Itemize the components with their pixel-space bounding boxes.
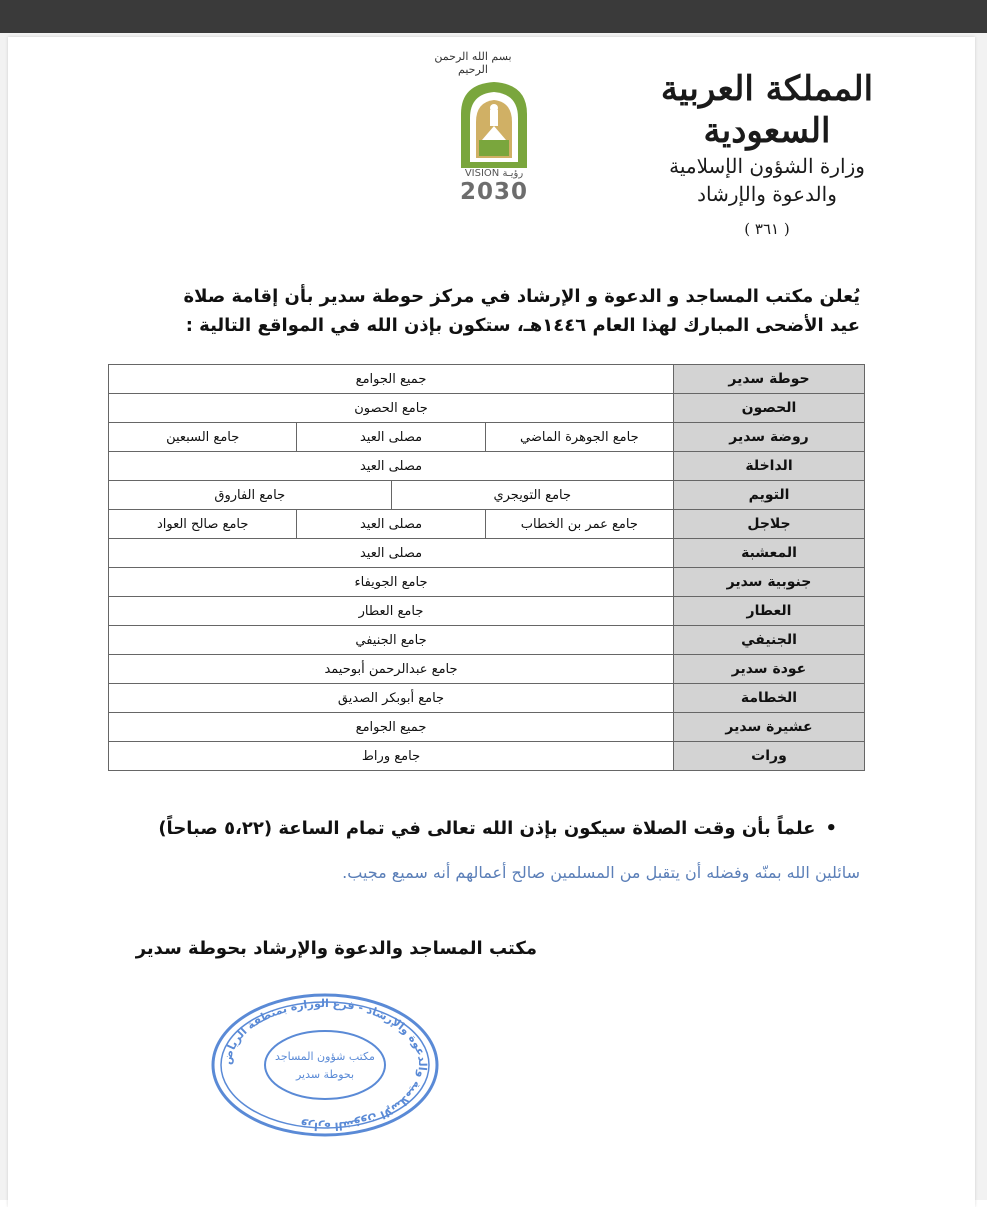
stamp-inner-line2: بحوطة سدير — [295, 1068, 355, 1081]
sites-cell — [109, 568, 674, 597]
sites-cell — [109, 713, 674, 742]
sites-cell — [109, 452, 674, 481]
ministry-logo — [455, 80, 533, 170]
table-row — [109, 568, 865, 597]
vision-2030-badge — [455, 168, 533, 204]
announcement-text: يُعلن مكتب المساجد و الدعوة و الإرشاد في مركز حوطة سدير بأن إقامة صلاة عيد الأضحى المبارك لهذا العام ١٤٤٦هـ، ستكون بإذن الله في المواقع التالية : — [183, 286, 860, 336]
area-name: الخطامة — [674, 684, 865, 713]
official-stamp-icon — [205, 990, 445, 1140]
prayer-site: جامع العطار — [358, 603, 424, 619]
area-name: ورات — [674, 742, 865, 771]
prayer-site: جامع عبدالرحمن أبوحيمد — [324, 661, 458, 677]
area-name: الجنيفي — [674, 626, 865, 655]
sites-cell — [109, 423, 674, 452]
prayer-site: مصلى العيد — [296, 423, 484, 451]
official-stamp — [205, 990, 445, 1140]
sites-cell — [109, 394, 674, 423]
ministry-name: وزارة الشؤون الإسلامية والدعوة والإرشاد — [669, 154, 865, 206]
table-row — [109, 452, 865, 481]
table-row — [109, 626, 865, 655]
table-row — [109, 684, 865, 713]
prayer-site: جامع الجوهرة الماضي — [485, 423, 673, 451]
prayer-site: جامع عمر بن الخطاب — [485, 510, 673, 538]
basmala: بسم الله الرحمن الرحيم — [434, 50, 512, 76]
table-row — [109, 365, 865, 394]
prayer-site: مصلى العيد — [359, 545, 423, 561]
table-row — [109, 423, 865, 452]
area-name: الداخلة — [674, 452, 865, 481]
prayer-site: مصلى العيد — [296, 510, 484, 538]
area-name: عشيرة سدير — [674, 713, 865, 742]
area-name: روضة سدير — [674, 423, 865, 452]
area-name: جلاجل — [674, 510, 865, 539]
area-name: الحصون — [674, 394, 865, 423]
area-name: المعشبة — [674, 539, 865, 568]
bullet: • — [825, 818, 837, 839]
table-row — [109, 742, 865, 771]
stamp-inner-line1: مكتب شؤون المساجد — [275, 1050, 375, 1063]
vision-year: 2030 — [459, 179, 528, 205]
letterhead — [637, 68, 897, 242]
prayer-site: جامع الجويفاء — [354, 574, 428, 590]
locations-table-body — [109, 365, 865, 771]
area-name: العطار — [674, 597, 865, 626]
sites-cell — [109, 742, 674, 771]
sites-cell — [109, 626, 674, 655]
prayer-site: جامع الفاروق — [214, 487, 286, 503]
prayer-site: جميع الجوامع — [355, 719, 427, 735]
table-row — [109, 394, 865, 423]
prayer-site: جامع صالح العواد — [156, 516, 249, 532]
table-row — [109, 655, 865, 684]
sites-cell — [109, 539, 674, 568]
prayer-site: جامع الجنيفي — [355, 632, 427, 648]
sites-cell — [109, 597, 674, 626]
sites-cell — [109, 510, 674, 539]
prayer-site: جامع أبوبكر الصديق — [337, 690, 445, 706]
sites-cell — [109, 655, 674, 684]
table-row — [109, 597, 865, 626]
stamp-outer-text: وزارة الشؤون الإسلامية والدعوة والإرشاد - فرع الوزارة بمنطقة الرياض — [220, 996, 430, 1134]
area-name: حوطة سدير — [674, 365, 865, 394]
signature-office: مكتب المساجد والدعوة والإرشاد بحوطة سدير — [135, 938, 537, 959]
kingdom-name: المملكة العربية السعودية — [660, 69, 874, 151]
locations-table — [108, 364, 865, 771]
top-bar — [0, 0, 987, 33]
area-name: التويم — [674, 481, 865, 510]
prayer-site: جامع الحصون — [354, 400, 428, 416]
reference-number: ( ٣٦١ ) — [744, 220, 790, 238]
table-row — [109, 481, 865, 510]
closing-prayer: سائلين الله بمنّه وفضله أن يتقبل من المسلمين صالح أعمالهم أنه سميع مجيب. — [342, 863, 860, 882]
table-row — [109, 713, 865, 742]
prayer-site: مصلى العيد — [359, 458, 423, 474]
table-row — [109, 539, 865, 568]
prayer-time-text: علماً بأن وقت الصلاة سيكون بإذن الله تعالى في تمام الساعة (٥،٢٢ صباحاً) — [158, 818, 816, 839]
sites-cell — [109, 365, 674, 394]
prayer-site: جامع السبعين — [166, 429, 240, 445]
sites-cell — [109, 481, 674, 510]
prayer-time-note — [137, 815, 837, 843]
ministry-logo-icon — [455, 80, 533, 170]
prayer-site: جامع التويجري — [391, 481, 674, 509]
prayer-site: جميع الجوامع — [355, 371, 427, 387]
area-name: عودة سدير — [674, 655, 865, 684]
table-row — [109, 510, 865, 539]
area-name: جنوبية سدير — [674, 568, 865, 597]
sites-cell — [109, 684, 674, 713]
svg-text:وزارة الشؤون الإسلامية والدعوة — [220, 997, 429, 1133]
prayer-site: جامع وراط — [361, 748, 421, 764]
vision-label: VISION رؤيـة — [464, 168, 524, 179]
